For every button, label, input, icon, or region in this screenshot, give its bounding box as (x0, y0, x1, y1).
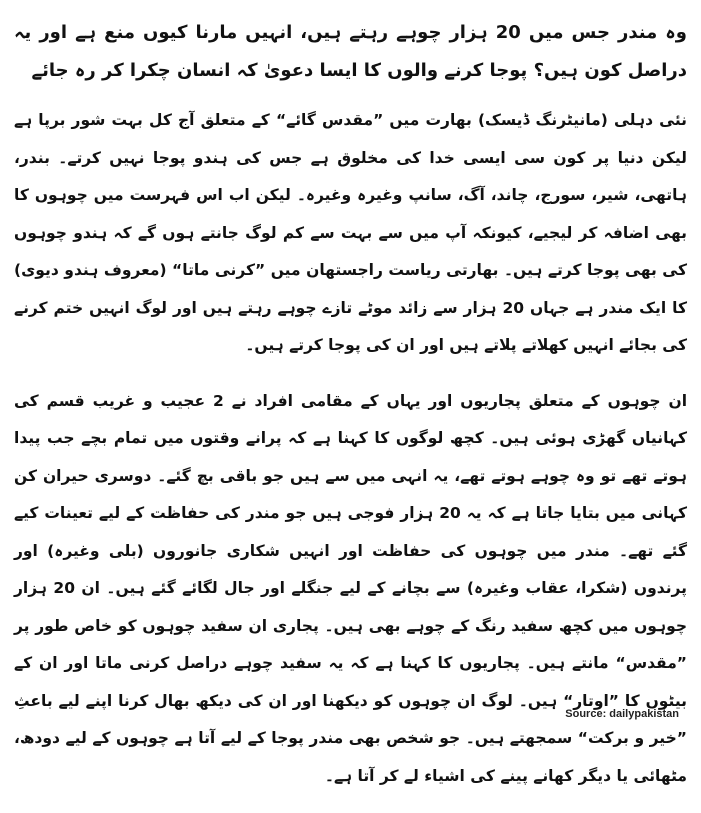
article-paragraph-2: ان چوہوں کے متعلق پجاریوں اور یہاں کے مقامی افراد نے 2 عجیب و غریب قسم کی کہانیاں گھڑی ہوئی ہیں۔ کچھ لوگوں کا کہنا ہے کہ پرانے وقتوں میں تمام بچے جب پیدا ہوتے تھے تو وہ چوہے ہوتے تھے، یہ انہی میں سے ہیں جو باقی بچ گئے۔ دوسری حیران کن کہانی میں بتایا جاتا ہے کہ یہ 20 ہزار فوجی ہیں جو مندر کی حفاظت کے لیے تعینات کیے گئے تھے۔ مندر میں چوہوں کی حفاظت اور انہیں شکاری جانوروں (بلی وغیرہ) اور پرندوں (شکرا، عقاب وغیرہ) سے بچانے کے لیے جنگلے اور جال لگائے گئے ہیں۔ ان 20 ہزار چوہوں میں کچھ سفید رنگ کے چوہے بھی ہیں۔ پجاری ان سفید چوہوں کو خاص طور پر ”مقدس“ مانتے ہیں۔ پجاریوں کا کہنا ہے کہ یہ سفید چوہے دراصل کرنی ماتا اور ان کے بیٹوں کا ”اوتار“ ہیں۔ لوگ ان چوہوں کو دیکھنا اور ان کی دیکھ بھال کرنا اپنے لیے باعثِ ”خیر و برکت“ سمجھتے ہیں۔ جو شخص بھی مندر پوجا کے لیے آتا ہے چوہوں کے لیے دودھ، مٹھائی یا دیگر کھانے پینے کی اشیاء لے کر آتا ہے۔ (14, 391, 688, 785)
article-paragraph-1: نئی دہلی (مانیٹرنگ ڈیسک) بھارت میں ”مقدس گائے“ کے متعلق آج کل بہت شور برپا ہے لیکن دنیا پر کون سی ایسی خدا کی مخلوق ہے جس کی ہندو پوجا نہیں کرتے۔ بندر، ہاتھی، شیر، سورج، چاند، آگ، سانپ وغیرہ وغیرہ۔ لیکن اب اس فہرست میں چوہوں کا بھی اضافہ کر لیجیے، کیونکہ آپ میں سے بہت سے کم لوگ جانتے ہوں گے کہ ہندو چوہوں کی بھی پوجا کرتے ہیں۔ بھارتی ریاست راجستھان میں ”کرنی ماتا“ (معروف ہندو دیوی) کا ایک مندر ہے جہاں 20 ہزار سے زائد موٹے تازے چوہے رہتے ہیں اور لوگ انہیں ختم کرنے کی بجائے انہیں کھلاتے پلاتے ہیں اور ان کی پوجا کرتے ہیں۔ (14, 111, 687, 354)
article-title: وہ مندر جس میں 20 ہزار چوہے رہتے ہیں، انہیں مارنا کیوں منع ہے اور یہ دراصل کون ہیں؟ پوجا کرنے والوں کا ایسا دعویٰ کہ انسان چکرا کر رہ جائے (14, 22, 687, 81)
article (14, 14, 687, 813)
source-credit: Source: dailypakistan (565, 708, 679, 720)
